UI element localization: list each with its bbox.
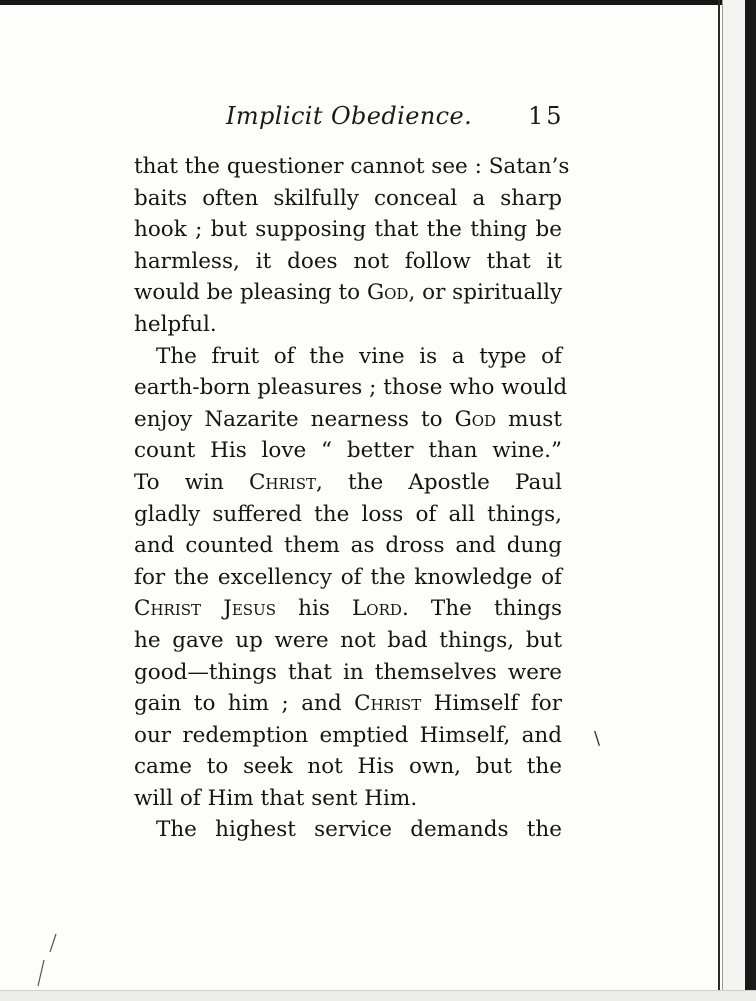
text-line: To win Christ, the Apostle Paul <box>134 469 562 495</box>
text-line: and counted them as dross and dung <box>134 533 562 559</box>
text-line: enjoy Nazarite nearness to God must <box>134 406 562 432</box>
text-line: baits often skilfully conceal a sharp <box>134 185 562 211</box>
text-line: helpful. <box>134 311 217 337</box>
text-line: gain to him ; and Christ Himself for <box>134 691 563 717</box>
page-gutter <box>723 0 745 1000</box>
text-line: harmless, it does not follow that it <box>134 248 562 274</box>
running-head <box>226 96 472 136</box>
body-text <box>134 151 570 846</box>
page-edge-line <box>718 0 720 990</box>
text-line: gladly suffered the loss of all things, <box>134 501 562 527</box>
margin-stray-mark: \ <box>594 728 601 749</box>
scan-bottom-edge <box>0 990 756 1001</box>
text-line: earth-born pleasures ; those who would <box>134 375 568 401</box>
page-number: 15 <box>528 102 565 130</box>
scan-right-edge <box>745 0 756 1000</box>
text-line: that the questioner cannot see : Satan’s <box>134 154 570 179</box>
running-title: Implicit Obedience. <box>226 102 473 130</box>
paragraph-start-line: The fruit of the vine is a type of <box>156 343 562 369</box>
text-line: hook ; but supposing that the thing be <box>134 217 562 243</box>
text-line: Christ Jesus his Lord. The things <box>134 596 562 622</box>
text-line: our redemption emptied Himself, and <box>134 722 562 748</box>
pencil-stroke-mark <box>30 930 60 990</box>
paragraph-start-line: The highest service demands the <box>156 817 562 843</box>
scan-top-edge <box>0 0 745 5</box>
text-line: he gave up were not bad things, but <box>134 627 562 653</box>
text-line: good—things that in themselves were <box>134 659 562 685</box>
text-line: will of Him that sent Him. <box>134 785 418 811</box>
text-line: for the excellency of the knowledge of <box>134 564 562 590</box>
text-line: came to seek not His own, but the <box>134 754 562 780</box>
text-line: would be pleasing to God, or spiritually <box>134 280 563 306</box>
text-line: count His love “ better than wine.” <box>134 438 562 464</box>
